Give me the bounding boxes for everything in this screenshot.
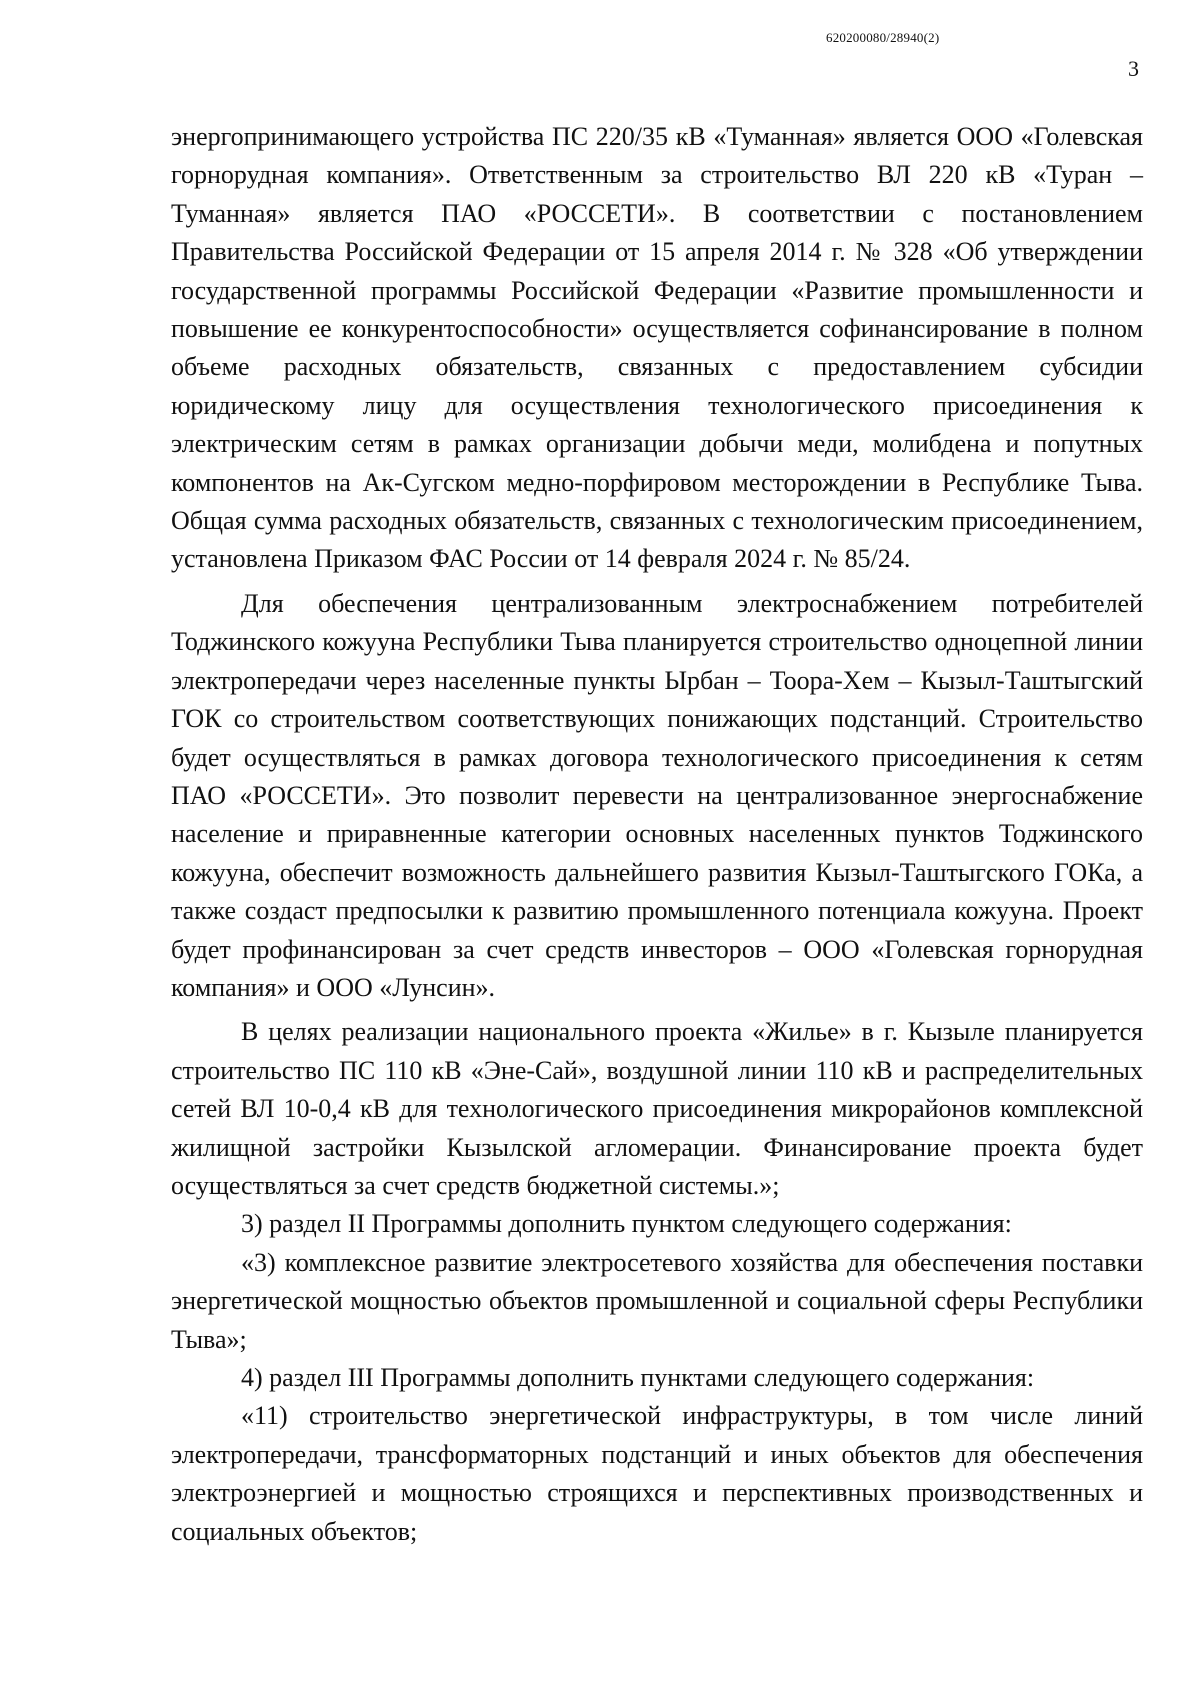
paragraph-continuation: энергопринимающего устройства ПС 220/35 кВ «Туманная» является ООО «Голевская горнорудная компания». Ответственным за строительство ВЛ 220 кВ «Туран – Туманная» является ПАО «РОССЕТИ». В соответствии с постановлением Правительства Российской Федерации от 15 апреля 2014 г. № 328 «Об утверждении государственной программы Российской Федерации «Развитие промышленности и повышение ее конкурентоспособности» осуществляется софинансирование в полном объеме расходных обязательств, связанных с предоставлением субсидии юридическому лицу для осуществления технологического присоединения к электрическим сетям в рамках организации добычи меди, молибдена и попутных компонентов на Ак-Сугском медно-порфировом месторождении в Республике Тыва. Общая сумма расходных обязательств, связанных с технологическим присоединением, установлена Приказом ФАС России от 14 февраля 2024 г. № 85/24. (171, 122, 1143, 574)
paragraph-item-3: «3) комплексное развитие электросетевого хозяйства для обеспечения поставки энергетической мощностью объектов промышленной и социальной сферы Республики Тыва»; (171, 1247, 1143, 1354)
paragraph-todzhinsky-power-line: Для обеспечения централизованным электроснабжением потребителей Тоджинского кожууна Республики Тыва планируется строительство одноцепной линии электропередачи через населенные пункты Ырбан – Тоора-Хем – Кызыл-Таштыгский ГОК со строительством соответствующих понижающих подстанций. Строительство будет осуществляться в рамках договора технологического присоединения к сетям ПАО «РОССЕТИ». Это позволит перевести на централизованное энергоснабжение население и приравненные категории основных населенных пунктов Тоджинского кожууна, обеспечит возможность дальнейшего развития Кызыл-Таштыгского ГОКа, а также создаст предпосылки к развитию промышленного потенциала кожууна. Проект будет профинансирован за счет средств инвесторов – ООО «Голевская горнорудная компания» и ООО «Лунсин». (171, 588, 1143, 1002)
paragraph-amendment-section-3: 4) раздел III Программы дополнить пунктами следующего содержания: (241, 1363, 1035, 1392)
document-registration-code: 620200080/28940(2) (826, 30, 940, 45)
paragraph-item-11: «11) строительство энергетической инфраструктуры, в том числе линий электропередачи, трансформаторных подстанций и иных объектов для обеспечения электроэнергией и мощностью строящихся и перспективных производственных и социальных объектов; (171, 1401, 1143, 1546)
page-number: 3 (1128, 56, 1139, 81)
paragraph-amendment-section-2: 3) раздел II Программы дополнить пунктом следующего содержания: (241, 1209, 1012, 1239)
document-body (171, 118, 1143, 1551)
paragraph-housing-project: В целях реализации национального проекта «Жилье» в г. Кызыле планируется строительство ПС 110 кВ «Эне-Сай», воздушной линии 110 кВ и распределительных сетей ВЛ 10-0,4 кВ для технологического присоединения микрорайонов комплексной жилищной застройки Кызылской агломерации. Финансирование проекта будет осуществляться за счет средств бюджетной системы.»; (171, 1017, 1143, 1200)
